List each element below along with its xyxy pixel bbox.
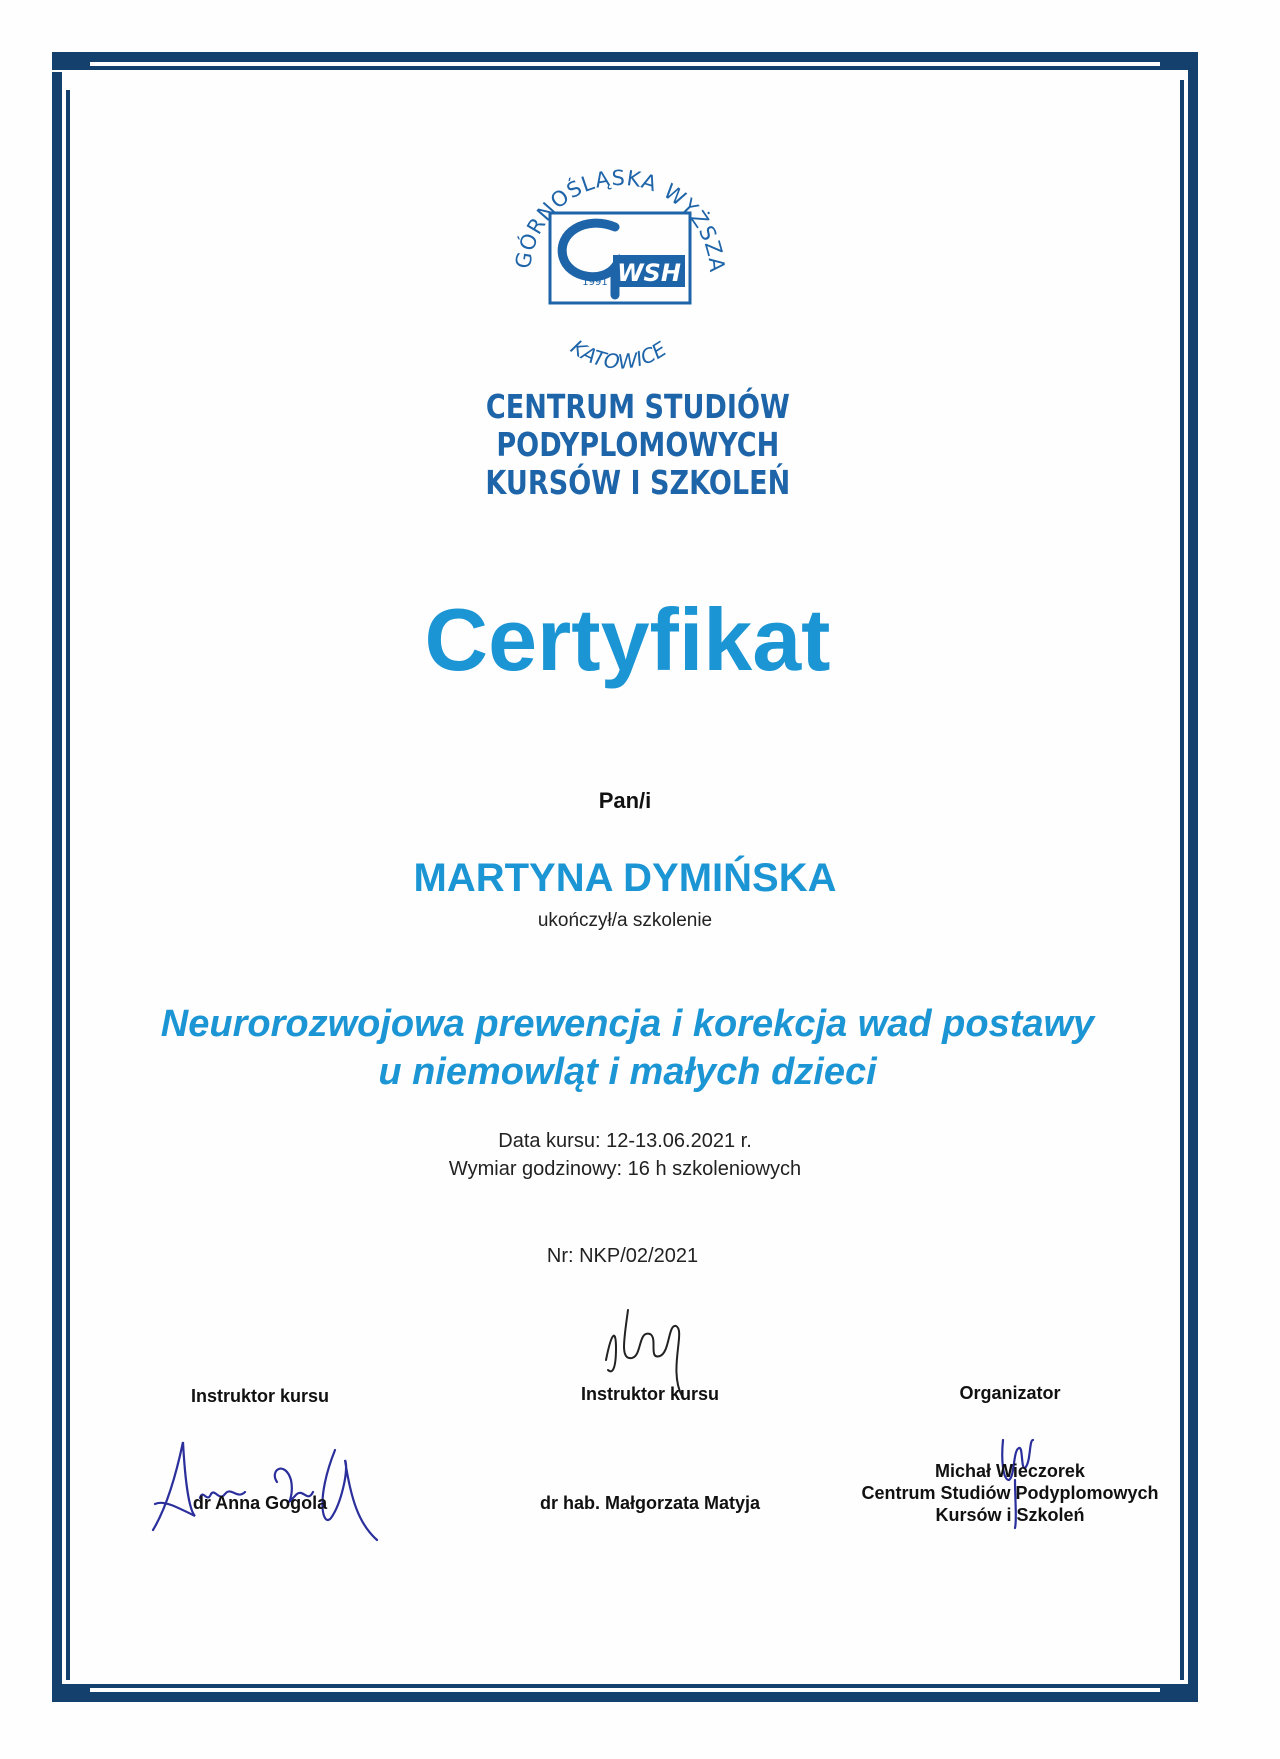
completed-text: ukończył/a szkolenie — [537, 910, 713, 931]
left-signature — [145, 1420, 385, 1550]
org-name-line1: CENTRUM STUDIÓW — [485, 387, 790, 426]
logo-ring-text: GÓRNOŚLĄSKA WYŻSZA — [511, 165, 730, 274]
course-title-line1: Neurorozwojowa prewencja i korekcja wad postawy — [160, 1003, 1095, 1045]
right-signatory-unit-line2: Kursów i Szkoleń — [935, 1505, 1085, 1525]
middle-signatory-role: Instruktor kursu — [580, 1384, 720, 1404]
logo-year: 1991 — [582, 277, 608, 288]
logo-city-text: KATOWICE — [566, 334, 671, 374]
certificate-number: Nr: NKP/02/2021 — [546, 1245, 699, 1267]
middle-signatory-name: dr hab. Małgorzata Matyja — [539, 1493, 761, 1513]
right-signatory-role: Organizator — [959, 1383, 1061, 1403]
recipient-name: MARTYNA DYMIŃSKA — [413, 856, 837, 900]
logo-abbr: WSH — [617, 259, 681, 287]
course-title — [0, 1000, 1255, 1096]
svg-text:KATOWICE — [566, 335, 670, 374]
left-signatory-role: Instruktor kursu — [190, 1386, 330, 1406]
certificate-title: Certyfikat — [424, 590, 831, 689]
left-signatory-name: dr Anna Gogola — [192, 1493, 328, 1513]
right-signatory-unit-line1: Centrum Studiów Podyplomowych — [861, 1483, 1159, 1503]
org-name-line2: PODYPLOMOWYCH — [496, 425, 780, 464]
right-signatory-block — [840, 1460, 1180, 1526]
university-logo — [495, 155, 745, 385]
course-date: Data kursu: 12-13.06.2021 r. — [498, 1130, 752, 1152]
right-signatory-name: Michał Wieczorek — [935, 1461, 1085, 1481]
org-name-line3: KURSÓW I SZKOLEŃ — [485, 463, 791, 502]
salutation: Pan/i — [598, 788, 652, 813]
course-title-line2: u niemowląt i małych dzieci — [378, 1051, 877, 1093]
course-hours: Wymiar godzinowy: 16 h szkoleniowych — [448, 1158, 802, 1180]
